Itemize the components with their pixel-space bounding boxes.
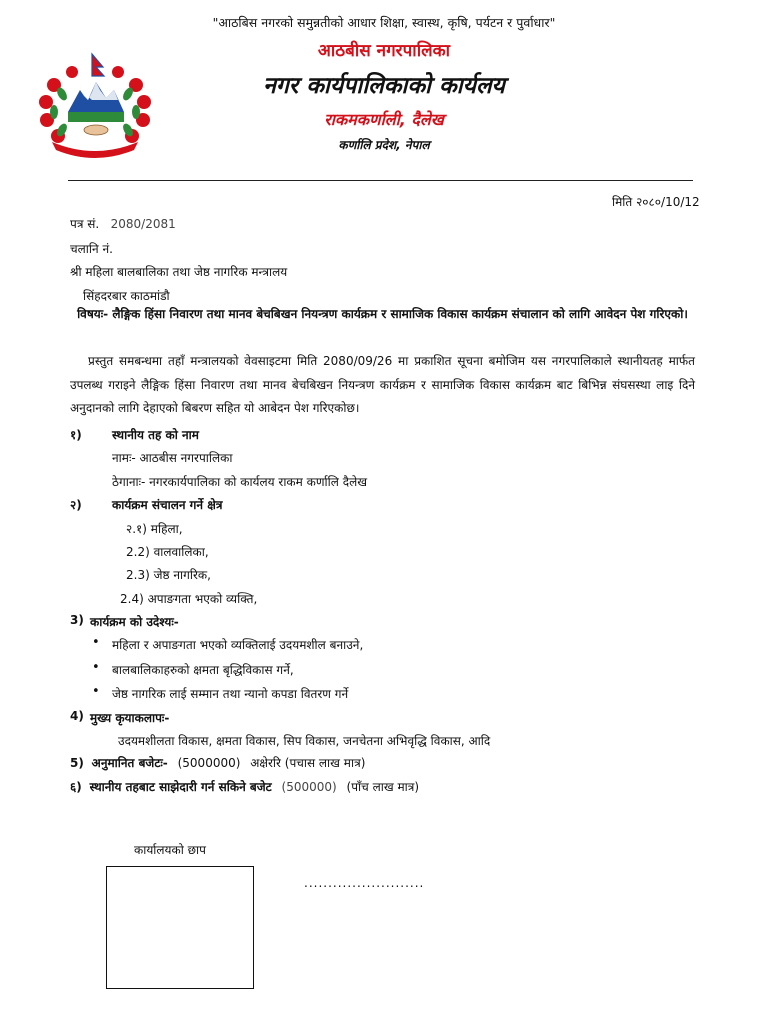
section-5-line <box>70 754 365 771</box>
recipient-line-1: श्री महिला बालबालिका तथा जेष्ठ नागरिक मन्त्रालय <box>70 265 288 279</box>
province: कर्णालि प्रदेश, नेपाल <box>338 138 430 152</box>
section-5-number: 5) <box>70 756 84 770</box>
municipality-emblem-icon <box>32 50 158 162</box>
section-3-number: 3) <box>70 613 84 627</box>
section-5-words: अक्षेररि (पचास लाख मात्र) <box>250 756 366 770</box>
section-4-heading: मुख्य कृयाकलापः- <box>90 711 170 725</box>
bullet-icon: • <box>92 660 100 675</box>
office-title: नगर कार्यपालिकाको कार्यलय <box>263 73 505 99</box>
stamp-label: कार्यालयको छाप <box>134 843 206 857</box>
date-line <box>612 193 700 210</box>
subject: विषयः- लैङ्गिक हिंसा निवारण तथा मानव बेचबिखन नियन्त्रण कार्यक्रम र सामाजिक विकास कार्यक्रम संचालान को लागि आवेदन पेश गरिएको। <box>77 307 688 321</box>
date-value: २०८०/10/12 <box>636 195 700 209</box>
section-2-item: 2.3) जेष्ठ नागरिक, <box>126 568 211 582</box>
recipient-line-2: सिंहदरबार काठमांडौ <box>83 289 170 303</box>
section-2-number: २) <box>70 498 82 512</box>
section-6-amount: (500000) <box>281 780 337 794</box>
section-3-bullet: जेष्ठ नागरिक लाई सम्मान तथा न्यानो कपडा वितरण गर्ने <box>112 687 349 701</box>
section-6-line <box>70 778 419 795</box>
bullet-icon: • <box>92 684 100 699</box>
section-2-item: २.१) महिला, <box>126 522 183 536</box>
bullet-icon: • <box>92 635 100 650</box>
section-3-bullet: बालबालिकाहरुको क्षमता बृद्धिविकास गर्ने, <box>112 663 294 677</box>
section-1-number: १) <box>70 428 82 442</box>
municipality-name: आठबीस नगरपालिका <box>317 41 451 61</box>
motto: "आठबिस नगरको समुन्नतीको आधार शिक्षा, स्वास्थ, कृषि, पर्यटन र पुर्वाधार" <box>212 15 556 30</box>
signature-line: ......................... <box>304 876 425 890</box>
section-3-heading: कार्यक्रम को उदेश्यः- <box>90 615 179 629</box>
section-4-text: उदयमशीलता विकास, क्षमता विकास, सिप विकास, जनचेतना अभिवृद्धि विकास, आदि <box>118 734 491 748</box>
header-divider <box>68 180 693 181</box>
office-stamp-box <box>106 866 254 989</box>
section-2-heading: कार्यक्रम संचालन गर्ने क्षेत्र <box>112 498 223 512</box>
section-4-number: 4) <box>70 709 84 723</box>
section-2-item: 2.4) अपाङगता भएको व्यक्ति, <box>120 592 258 606</box>
section-1-heading: स्थानीय तह को नाम <box>112 428 199 442</box>
section-3-bullet: महिला र अपाङगता भएको व्यक्तिलाई उदयमशील बनाउने, <box>112 638 364 652</box>
section-5-amount: (5000000) <box>177 756 241 770</box>
section-5-heading: अनुमानित बजेटः- <box>91 756 168 770</box>
section-1-address: ठेगानाः- नगरकार्यपालिका को कार्यलय राकम कर्णालि दैलेख <box>112 475 368 489</box>
office-address: राकमकर्णाली, दैलेख <box>324 110 444 129</box>
dispatch-number: चलानि नं. <box>70 242 113 256</box>
ref-label: पत्र सं. <box>70 217 100 231</box>
ref-value: 2080/2081 <box>110 217 176 231</box>
section-6-number: ६) <box>70 780 82 794</box>
body-paragraph: प्रस्तुत समबन्धमा तहाँ मन्त्रालयको वेवसाइटमा मिति 2080/09/26 मा प्रकाशित सूचना बमोजिम यस नगरपालिकाले स्थानीयतह मार्फत उपलब्ध गराइने लैङ्गिक हिंसा निवारण तथा मानव बेचबिखन नियन्त्रण कार्यक्रम र सामाजिक विकास कार्यक्रम बाट बिभिन्न संघसस्था लाइ दिने अनुदानको लागि देहाएको बिबरण सहित यो आबेदन पेश गरिएकोछ। <box>70 354 695 415</box>
section-6-heading: स्थानीय तहबाट साझेदारी गर्न सकिने बजेट <box>89 780 272 794</box>
section-6-words: (पाँच लाख मात्र) <box>346 780 420 794</box>
section-2-item: 2.2) वालवालिका, <box>126 545 209 559</box>
reference-line <box>70 215 176 232</box>
date-label: मिति <box>612 195 633 209</box>
section-1-name: नामः- आठबीस नगरपालिका <box>112 451 233 465</box>
